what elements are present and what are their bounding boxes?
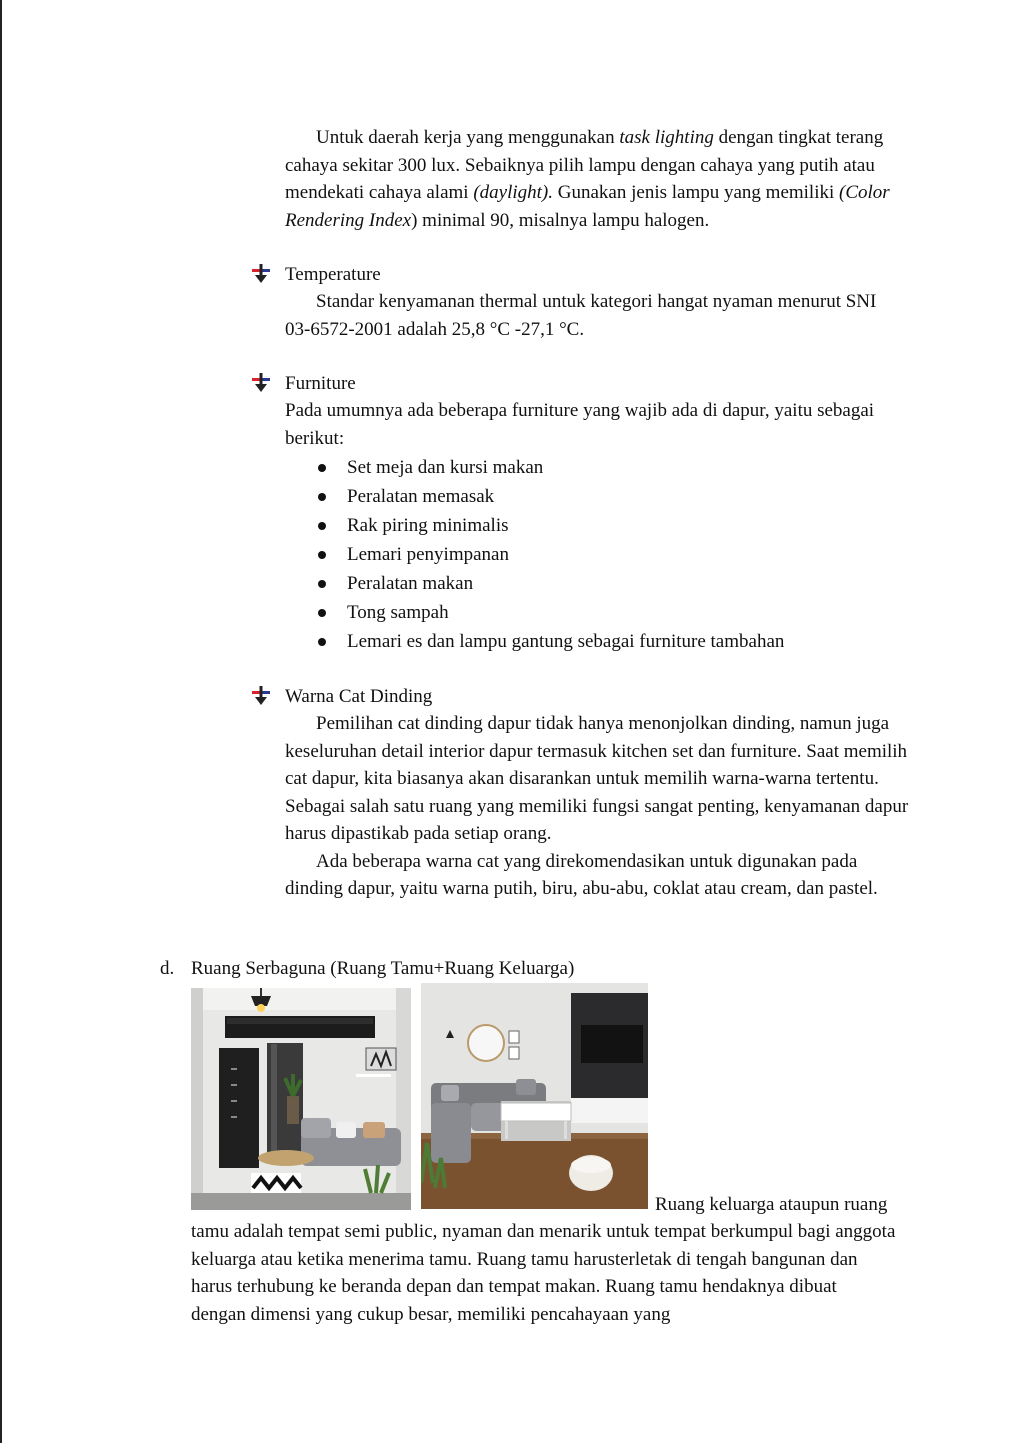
temperature-text: Standar kenyamanan thermal untuk kategori hangat nyaman menurut SNI 03-6572-2001 adalah 25,8 °C -27,1 °C. [285,291,877,340]
section-d-caption: Ruang keluarga ataupun ruang [655,1194,888,1215]
lighting-text-3: Gunakan jenis lampu yang memiliki [553,182,840,203]
furniture-list [285,453,905,656]
list-item: Set meja dan kursi makan [285,453,905,482]
list-item: Peralatan memasak [285,482,905,511]
paint-paragraph-1: Pemilihan cat dinding dapur tidak hanya menonjolkan dinding, namun juga keseluruhan detail interior dapur termasuk kitchen set dan furniture. Saat memilih cat dapur, kita biasanya akan disarankan untuk memilih warna-warna tertentu. Sebagai salah satu ruang yang memiliki fungsi sangat penting, kenyamanan dapur harus dipastikab pada setiap orang. [285,713,909,844]
furniture-intro: Pada umumnya ada beberapa furniture yang wajib ada di dapur, yaitu sebagai berikut: [285,400,875,449]
bullet-dot-icon [318,493,326,501]
furniture-title: Furniture [285,373,356,394]
paint-section [285,683,915,903]
bullet-dot-icon [318,609,326,617]
bullet-dot-icon [318,551,326,559]
list-item: Peralatan makan [285,569,905,598]
paint-paragraph-2: Ada beberapa warna cat yang direkomendasikan untuk digunakan pada dinding dapur, yaitu warna putih, biru, abu-abu, coklat atau cream, dan pastel. [285,850,878,899]
temperature-title: Temperature [285,264,381,285]
section-d-paragraph: tamu adalah tempat semi public, nyaman dan menarik untuk tempat berkumpul bagi anggota keluarga atau ketika menerima tamu. Ruang tamu harusterletak di tengah bangunan dan harus terhubung ke beranda depan dan tempat makan. Ruang tamu hendaknya dibuat dengan dimensi yang cukup besar, memiliki pencahayaan yang [191,1221,896,1325]
section-letter: d. [160,958,175,979]
bullet-dot-icon [318,638,326,646]
furniture-section [285,370,905,656]
section-d-body [191,1218,896,1328]
paint-title: Warna Cat Dinding [285,686,433,707]
arrow-bullet-icon [252,686,270,706]
daylight-term: (daylight). [473,182,554,203]
task-lighting-term: task lighting [619,127,714,148]
lighting-text-4: ) minimal 90, misalnya lampu halogen. [411,209,710,231]
arrow-bullet-icon [252,373,270,393]
bullet-dot-icon [318,580,326,588]
living-room-photo-2 [421,983,648,1209]
page-edge [0,0,2,1443]
list-item: Lemari es dan lampu gantung sebagai furniture tambahan [285,627,905,656]
list-item: Tong sampah [285,598,905,627]
section-d-heading [160,955,574,983]
bullet-dot-icon [318,464,326,472]
list-item: Lemari penyimpanan [285,540,905,569]
temperature-section [285,261,905,343]
section-d-title: Ruang Serbaguna (Ruang Tamu+Ruang Keluarga) [191,958,575,979]
lighting-text-1: Untuk daerah kerja yang menggunakan [316,127,620,148]
arrow-bullet-icon [252,264,270,284]
cri-term: (Color Rendering Index [285,182,890,231]
list-item: Rak piring minimalis [285,511,905,540]
living-room-photo-1 [191,988,411,1210]
bullet-dot-icon [318,522,326,530]
lighting-paragraph [285,124,925,234]
lighting-text-2: dengan tingkat terang cahaya sekitar 300 lux. Sebaiknya pilih lampu dengan cahaya yang putih atau mendekati cahaya alami [285,127,884,203]
